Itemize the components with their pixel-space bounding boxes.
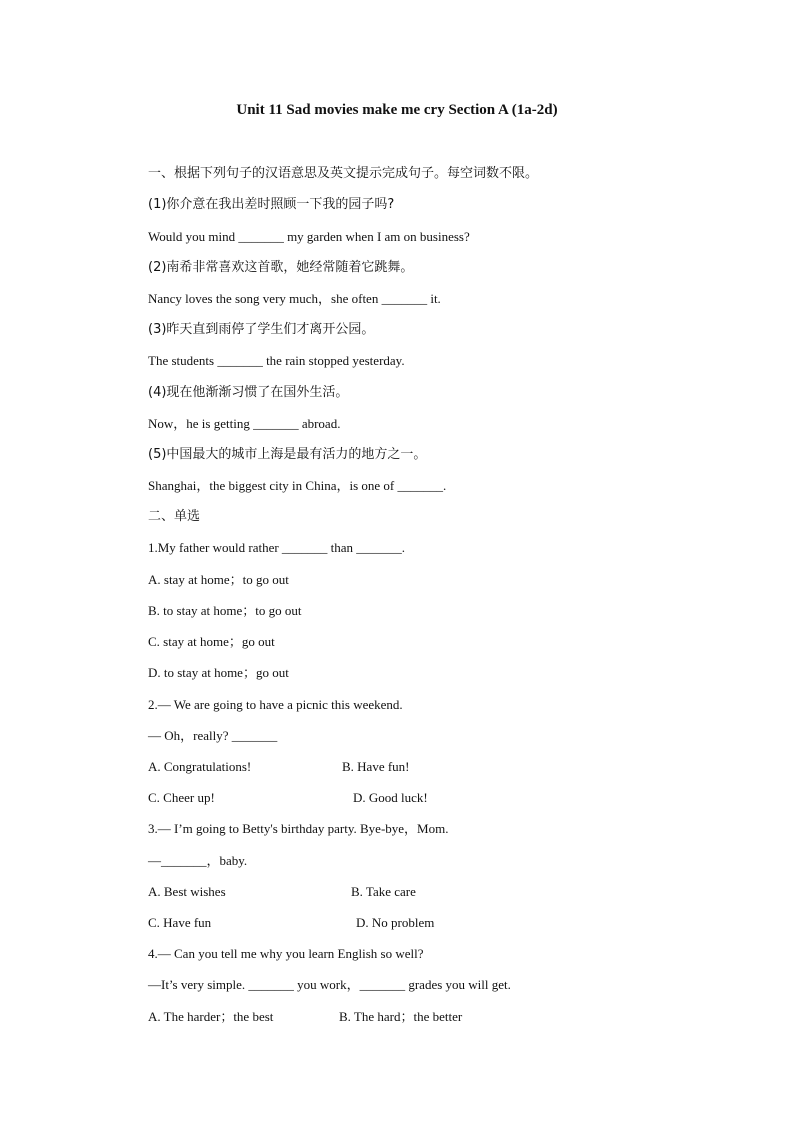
question-1-option-d: D. to stay at home；go out — [148, 665, 289, 680]
question-3-option-c: C. Have fun — [148, 915, 212, 930]
page-title: Unit 11 Sad movies make me cry Section A (1a-2d) — [236, 102, 558, 118]
section1-item-5-cn: (5)中国最大的城市上海是最有活力的地方之一。 — [148, 447, 427, 462]
section1-item-4-en: Now，he is getting _______ abroad. — [148, 416, 341, 431]
question-4-option-a: A. The harder；the best — [148, 1009, 274, 1024]
section1-heading: 一、根据下列句子的汉语意思及英文提示完成句子。每空词数不限。 — [148, 166, 539, 181]
question-3-option-a: A. Best wishes — [148, 884, 226, 899]
question-1-option-a: A. stay at home；to go out — [148, 572, 289, 587]
section2-heading: 二、单选 — [148, 509, 201, 524]
question-2-option-c: C. Cheer up! — [148, 790, 215, 805]
question-2-reply: — Oh，really? _______ — [148, 728, 278, 743]
section1-item-3-en: The students _______ the rain stopped yesterday. — [148, 353, 405, 368]
question-2-stem: 2.— We are going to have a picnic this weekend. — [148, 697, 403, 712]
section1-item-5-en: Shanghai，the biggest city in China，is one of _______. — [148, 478, 447, 493]
question-1-option-b: B. to stay at home；to go out — [148, 603, 302, 618]
question-4-stem: 4.— Can you tell me why you learn English so well? — [148, 946, 424, 961]
question-2-option-b: B. Have fun! — [342, 759, 410, 774]
section1-item-3-cn: (3)昨天直到雨停了学生们才离开公园。 — [148, 322, 375, 337]
question-4-option-b: B. The hard；the better — [339, 1009, 463, 1024]
section1-item-2-en: Nancy loves the song very much，she often _______ it. — [148, 291, 441, 306]
section1-item-2-cn: (2)南希非常喜欢这首歌，她经常随着它跳舞。 — [148, 260, 414, 275]
question-4-reply: —It’s very simple. _______ you work，_______ grades you will get. — [148, 977, 511, 992]
section1-item-1-cn: (1)你介意在我出差时照顾一下我的园子吗? — [148, 197, 395, 212]
question-3-stem: 3.— I’m going to Betty's birthday party. Bye-bye，Mom. — [148, 821, 449, 836]
question-3-option-d: D. No problem — [356, 915, 435, 930]
question-3-option-b: B. Take care — [351, 884, 416, 899]
question-1-stem: 1.My father would rather _______ than _______. — [148, 540, 406, 555]
question-2-option-a: A. Congratulations! — [148, 759, 252, 774]
question-1-option-c: C. stay at home；go out — [148, 634, 275, 649]
question-3-reply: —_______，baby. — [148, 853, 248, 868]
section1-item-4-cn: (4)现在他渐渐习惯了在国外生活。 — [148, 385, 349, 400]
section1-item-1-en: Would you mind _______ my garden when I am on business? — [148, 229, 470, 244]
question-2-option-d: D. Good luck! — [353, 790, 428, 805]
